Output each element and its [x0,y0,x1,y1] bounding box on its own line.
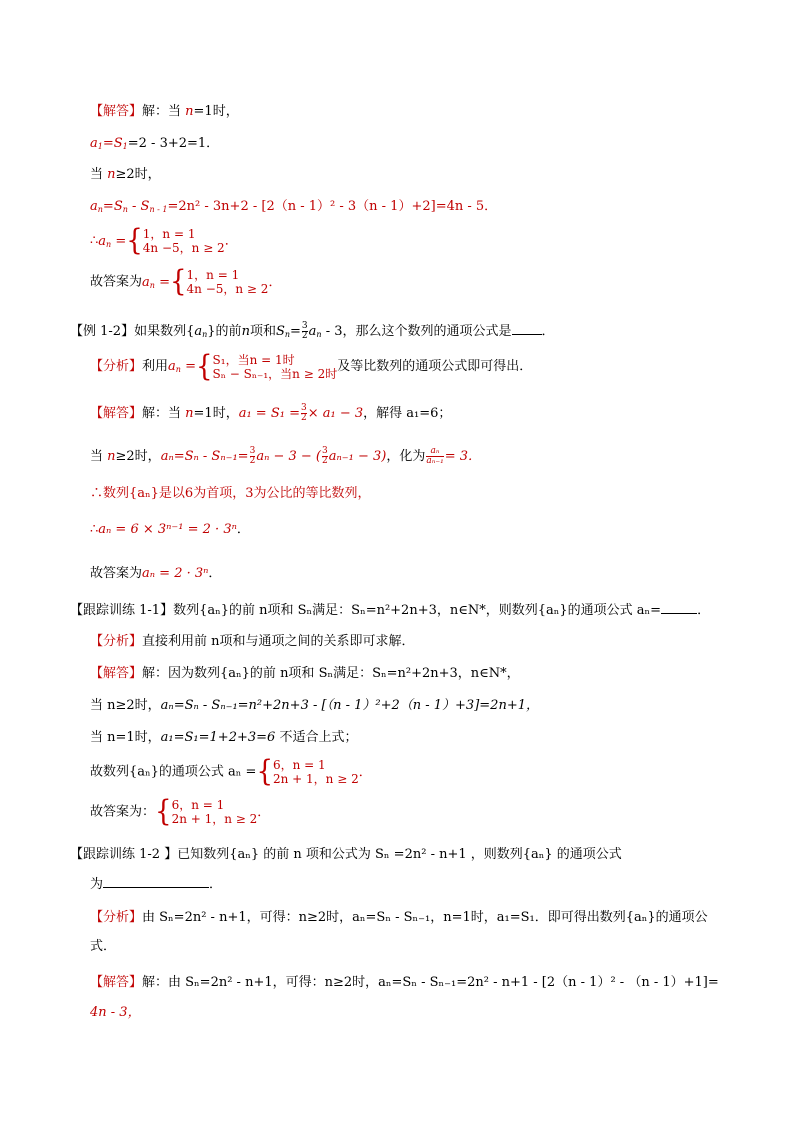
text: - 3，那么这个数列的通项公式是 [321,324,512,339]
case-2: 4n −5，n ≥ 2 [186,282,269,296]
example-tag: 【例 1-2】 [70,324,135,339]
text: 解：由 Sₙ=2n² - n+1，可得：n≥2时，aₙ=Sₙ - Sₙ₋₁=2n² - n+1 - [2（n - 1）² - （n - 1）+1]= [142,975,719,990]
text: 故数列{aₙ}的通项公式 aₙ = [90,764,257,780]
text: 已知数列{aₙ} 的前 n 项和公式为 Sₙ =2n² - n+1 ，则数列{aₙ} 的通项公式 [177,847,622,862]
answer-blank[interactable] [661,613,697,614]
fraction: $\frac{3}{2}$ [249,446,256,466]
text: 直接利用前 n项和与通项之间的关系即可求解． [142,634,415,649]
track-1-1-solution-3 [90,729,357,747]
answer-blank[interactable] [512,334,542,335]
text: ． [209,877,223,892]
formula: aₙ = 2 · 3ⁿ [142,566,209,581]
text: ，解得 a₁=6； [363,406,452,421]
left-brace: { [126,224,143,258]
case-1: S₁，当n = 1时 [212,352,295,367]
text: 当 [90,167,108,182]
text: ． [236,522,250,537]
formula: aₙ=Sₙ - Sₙ₋₁= [160,449,249,464]
piecewise-formula: { 6，n = 1 2n + 1，n ≥ 2 ． [256,755,372,789]
therefore-symbol: ∴ [90,522,99,537]
text: 如果数列{ [134,324,195,339]
text: 解：当 [142,406,186,421]
formula: = 3． [444,449,482,464]
answer-tag: 【解答】 [90,104,143,119]
text: ． [268,274,282,290]
text: }的前 [207,324,242,339]
fraction: $\frac{3}{2}$ [301,321,308,341]
formula: aₙ = 6 × 3ⁿ⁻¹ = 2 · 3ⁿ [98,522,237,537]
analysis-tag: 【分析】 [90,634,143,649]
track-1-1-question [70,602,710,620]
formula: aₙ − 3 − ( [256,449,321,464]
therefore-symbol: ∴ [90,233,99,249]
case-1: 6，n = 1 [273,758,326,772]
case-2: 4n −5，n ≥ 2 [142,241,225,255]
text: ． [697,603,711,618]
formula: aₙ=Sₙ - Sₙ₋₁=n²+2n+3 - [（n - 1）²+2（n - 1）+3]=2n+1， [160,698,539,713]
text: 解：当 [142,104,186,119]
text: 故答案为： [90,804,156,820]
var-n: n [107,167,116,182]
track-1-2-solution-2: 4n - 3， [90,1005,141,1020]
case-2: Sₙ − Sₙ₋₁，当n ≥ 2时 [212,366,338,381]
therefore-cases [90,224,238,259]
example-1-2-answer [90,565,221,583]
an-derivation-line [90,198,497,219]
case-n2-line [90,166,161,184]
track-tag: 【跟踪训练 1-1】 [70,603,174,618]
track-1-2-question [70,846,622,864]
text: 项和 [249,324,276,339]
answer-blank[interactable] [103,887,209,888]
text: 当 n≥2时， [90,698,161,713]
example-1-2-analysis [90,352,532,385]
text: ． [208,566,222,581]
var-a1: $a_1=S_1$ [90,136,128,151]
text: 利用 [142,359,169,374]
text: 及等比数列的通项公式即可得出． [337,359,533,374]
text: 数列{aₙ}的前 n项和 Sₙ满足：Sₙ=n²+2n+3，n∈N*，则数列{aₙ}的通项公式 aₙ= [173,603,662,618]
text: 不适合上式； [275,730,358,745]
fraction: $\frac{3}{2}$ [300,403,307,423]
formula: a₁ = S₁ = [238,406,300,421]
answer-line-1 [90,103,239,121]
text: =2 - 3+2=1． [127,136,220,151]
var-an: $a_n$ = [98,233,127,249]
formula: a₁=S₁=1+2+3=6 [160,730,276,745]
text: =1时， [193,406,239,421]
track-1-2-analysis [90,909,708,927]
text: ． [541,324,555,339]
answer-tag: 【解答】 [90,666,143,681]
formula: × a₁ − 3 [307,406,364,421]
formula-text: =2n² - 3n+2 - [2（n - 1）² - 3（n - 1）+2]=4n - 5． [167,199,498,214]
track-1-1-analysis [90,633,415,651]
fraction: $\frac{3}{2}$ [322,446,328,466]
track-1-2-question-2 [90,876,222,894]
text: 当 [90,449,108,464]
piecewise [143,227,225,255]
track-1-1-solution-1 [90,665,520,683]
text: ． [358,764,372,780]
text: 当 n=1时， [90,730,161,745]
result-formula: $a_n$ ={ 1，n = 1 4n −5，n ≥ 2 ． [142,265,282,299]
text: 故答案为 [90,274,143,290]
track-1-1-solution-2 [90,697,539,715]
text: ． [257,804,271,820]
text: 故答案为 [90,566,143,581]
example-1-2-solution-2: 当 n≥2时，aₙ=Sₙ - Sₙ₋₁= $\frac{3}{2}$ aₙ − 3 − ( $\frac{3}{2}$ aₙ₋₁ − 3)，化为 $\frac{\text{aₙ}}{\text{aₙ₋₁}}$ = 3． [90,446,482,466]
text: 由 Sₙ=2n² - n+1，可得：n≥2时，aₙ=Sₙ - Sₙ₋₁，n=1时，a₁=S₁．即可得出数列{aₙ}的通项公 [142,910,708,925]
text: = [290,324,301,339]
fraction: $\frac{\text{aₙ}}{\text{aₙ₋₁}}$ [426,446,444,466]
example-1-2-question: 【例 1-2】如果数列$\{a_n\}$的前n项和$S_n=$ $\frac{3}{2}$ $a_n - 3$，那么这个数列的通项公式是 ． [70,321,555,341]
text: ≥2时， [115,449,161,464]
text: 为 [90,877,104,892]
case-2: 2n + 1，n ≥ 2 [273,772,359,786]
var-an: $a_n=S_n - S_{n - 1}$ [90,199,168,214]
piecewise-formula: { 6，n = 1 2n + 1，n ≥ 2 ． [155,795,271,829]
case-1: 1，n = 1 [186,268,240,282]
piecewise-formula: $a_n$ ={ S₁，当n = 1时 Sₙ − Sₙ₋₁，当n ≥ 2时 [168,350,338,383]
track-1-1-answer [90,795,271,829]
formula: aₙ₋₁ − 3) [328,449,387,464]
example-1-2-solution-4 [90,521,250,539]
text: 解：因为数列{aₙ}的前 n项和 Sₙ满足：Sₙ=n²+2n+3，n∈N*， [142,666,520,681]
text: ． [224,233,238,249]
case-2: 2n + 1，n ≥ 2 [171,812,258,826]
text: =1时， [193,104,239,119]
analysis-tag: 【分析】 [90,910,143,925]
track-1-2-analysis-2: 式． [90,939,117,954]
analysis-tag: 【分析】 [90,359,143,374]
case-1: 6，n = 1 [171,798,225,812]
case-1: 1，n = 1 [142,227,196,241]
track-1-2-solution-1 [90,974,719,992]
example-1-2-solution-3: ∴数列{aₙ}是以6为首项，3为公比的等比数列， [90,486,371,501]
text: ，化为 [386,449,426,464]
answer-tag: 【解答】 [90,406,143,421]
var-n: n [185,104,194,119]
text: ≥2时， [115,167,161,182]
track-tag: 【跟踪训练 1-2 】 [70,847,178,862]
track-1-1-solution-4 [90,755,372,789]
a1-line [90,135,219,156]
example-1-2-solution-1: 【解答】解：当 n=1时，a₁ = S₁ = $\frac{3}{2}$ × a₁ − 3，解得 a₁=6； [90,403,452,423]
answer-tag: 【解答】 [90,975,143,990]
answer-result [90,265,282,300]
